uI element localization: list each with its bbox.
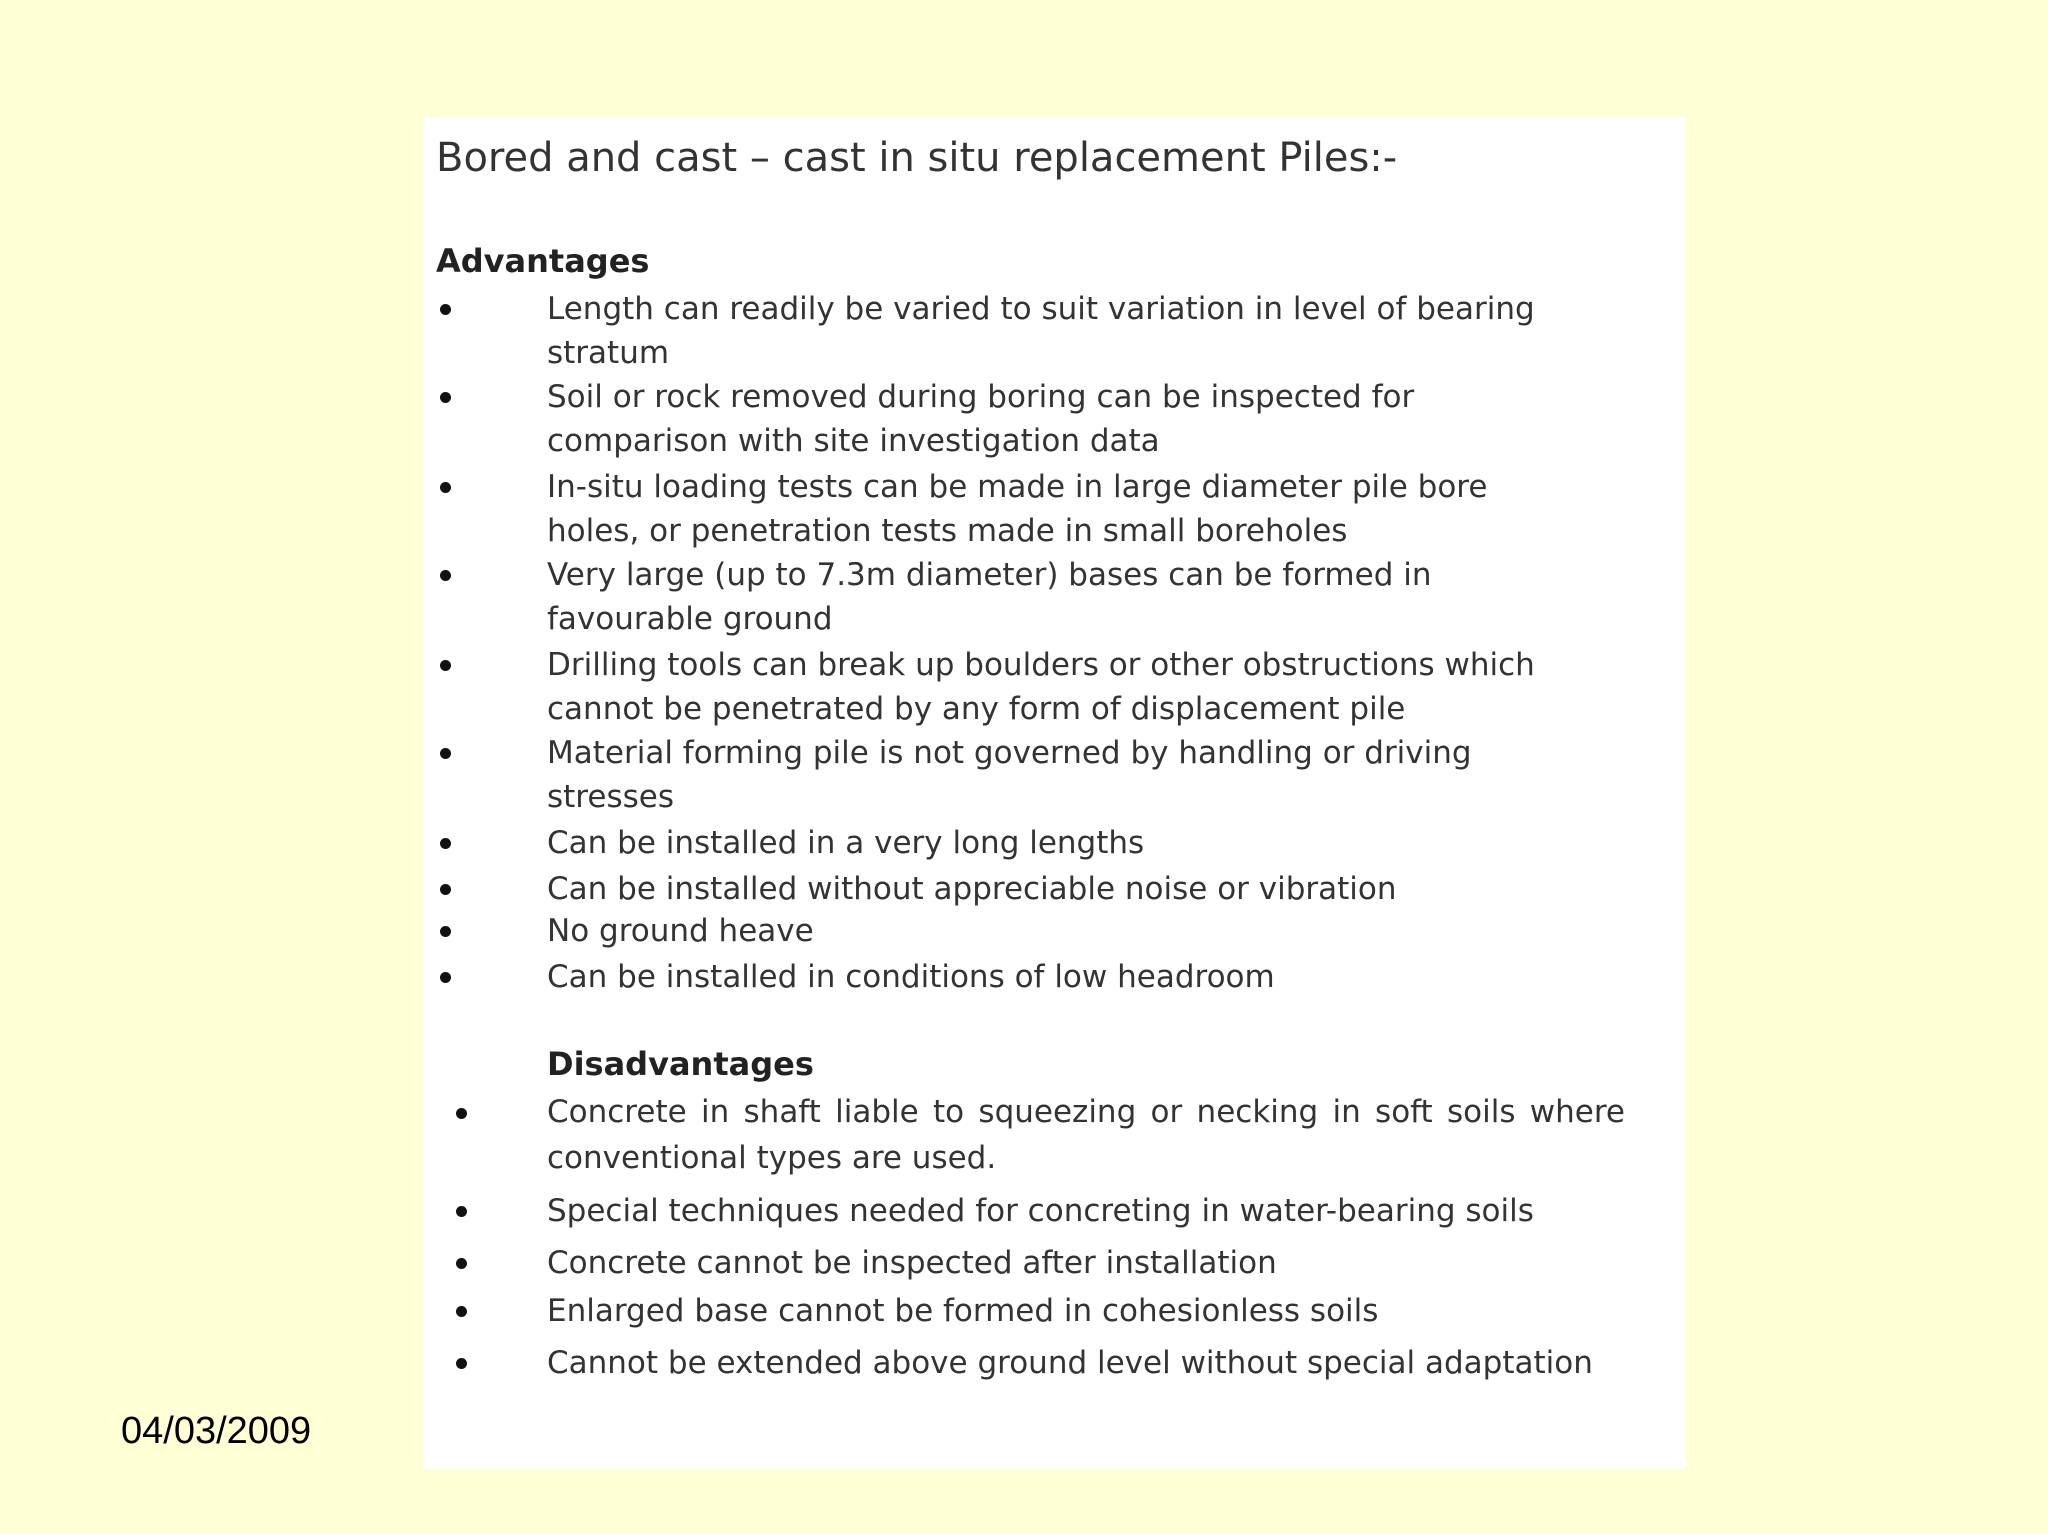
bullet-icon [440, 748, 451, 759]
bullet-icon [440, 972, 451, 983]
bullet-icon [440, 570, 451, 581]
list-item-text: Can be installed in conditions of low headroom [547, 959, 1275, 995]
document-card [424, 117, 1686, 1469]
list-item-text: In-situ loading tests can be made in large diameter pile bore holes, or penetration tests made in small boreholes [547, 469, 1488, 549]
bullet-icon [456, 1258, 467, 1269]
bullet-icon [440, 482, 451, 493]
bullet-icon [440, 660, 451, 671]
list-item-text: Length can readily be varied to suit variation in level of bearing stratum [547, 291, 1535, 371]
bullet-icon [440, 926, 451, 937]
bullet-icon [440, 884, 451, 895]
bullet-icon [440, 838, 451, 849]
list-item-text: No ground heave [547, 913, 814, 949]
bullet-icon [456, 1358, 467, 1369]
advantages-heading: Advantages [436, 242, 650, 280]
list-item-text: Cannot be extended above ground level without special adaptation [547, 1345, 1593, 1381]
bullet-icon [440, 304, 451, 315]
bullet-icon [456, 1108, 467, 1119]
list-item-text: Can be installed in a very long lengths [547, 825, 1145, 861]
footer-date: 04/03/2009 [121, 1410, 312, 1452]
bullet-icon [456, 1206, 467, 1217]
list-item-text: Can be installed without appreciable noise or vibration [547, 871, 1397, 907]
list-item-text: Soil or rock removed during boring can be inspected for comparison with site investigation data [547, 379, 1415, 459]
list-item-text: Enlarged base cannot be formed in cohesionless soils [547, 1293, 1379, 1329]
list-item-text: Special techniques needed for concreting in water-bearing soils [547, 1193, 1534, 1229]
list-item-text: Concrete cannot be inspected after installation [547, 1245, 1277, 1281]
document-title: Bored and cast – cast in situ replacement Piles:- [436, 135, 1398, 181]
disadvantages-heading: Disadvantages [547, 1045, 814, 1083]
bullet-icon [456, 1306, 467, 1317]
list-item-text: Drilling tools can break up boulders or other obstructions which cannot be penetrated by any form of displacement pile [547, 647, 1535, 727]
list-item-text: Very large (up to 7.3m diameter) bases can be formed in favourable ground [547, 557, 1432, 637]
list-item-text: Material forming pile is not governed by handling or driving stresses [547, 735, 1472, 815]
list-item-text: Concrete in shaft liable to squeezing or necking in soft soils where conventional types are used. [547, 1094, 1625, 1176]
bullet-icon [440, 392, 451, 403]
